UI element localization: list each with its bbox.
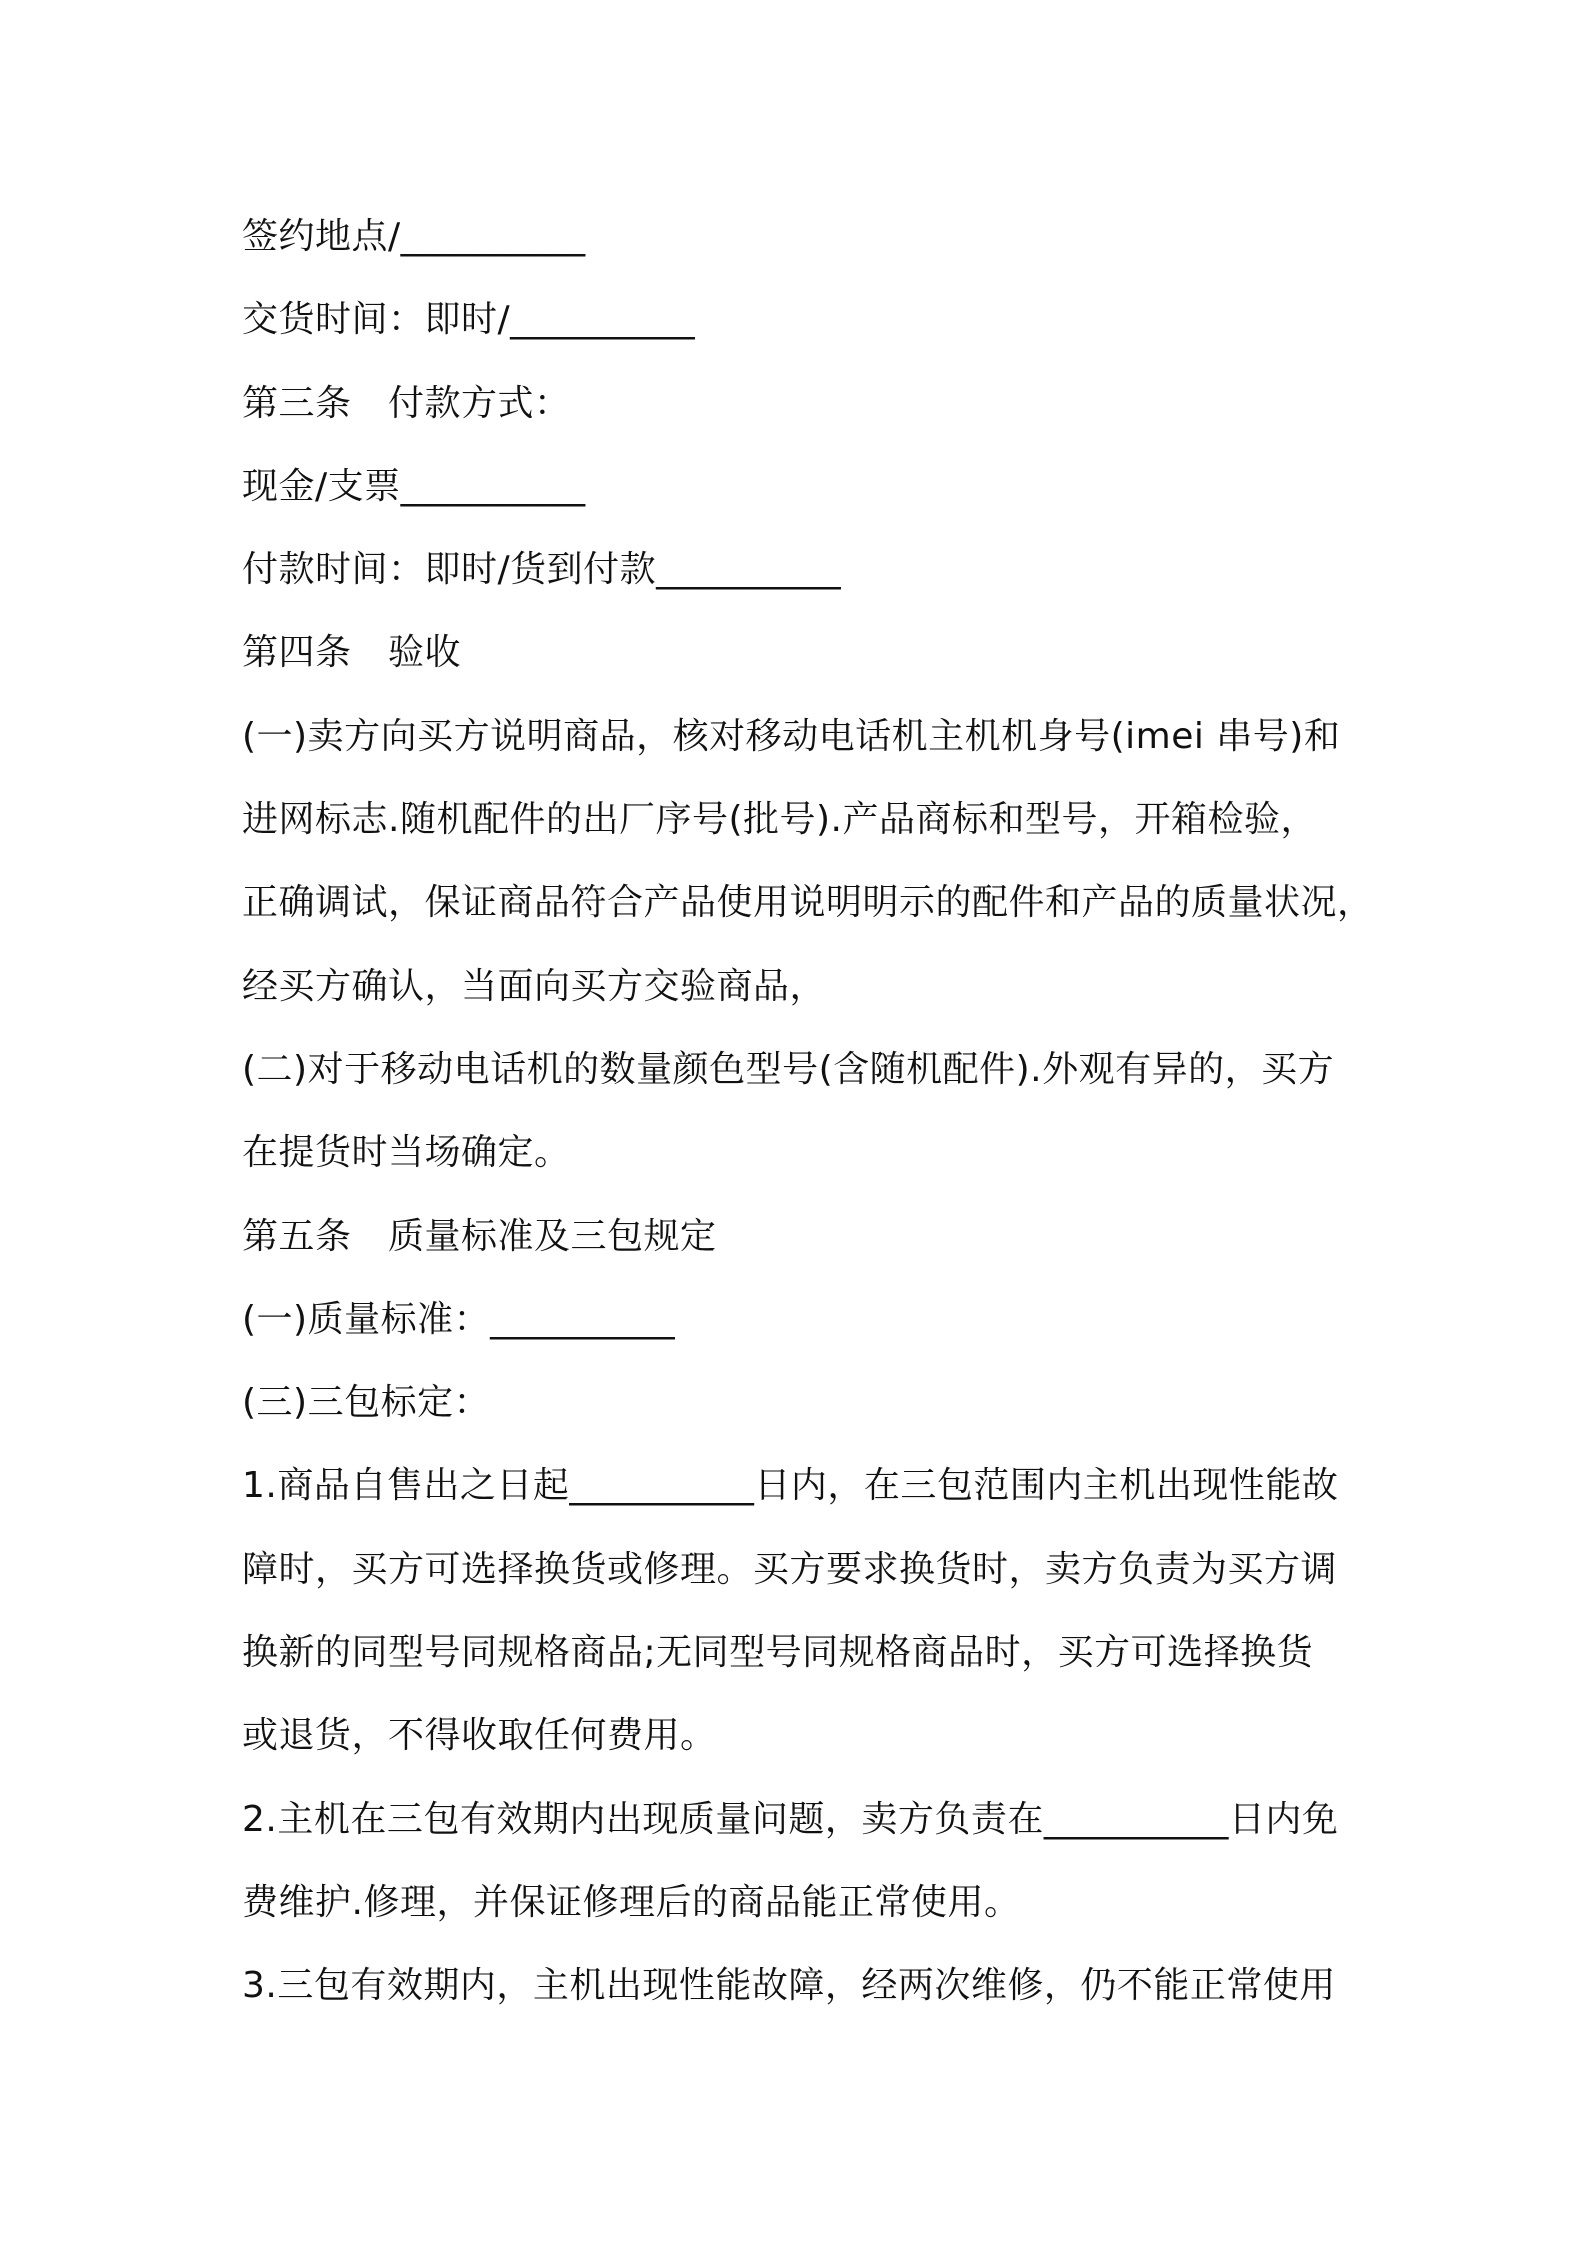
paragraph-line: 在提货时当场确定。	[242, 1132, 571, 1174]
paragraph-line: 经买方确认，当面向买方交验商品，	[242, 965, 827, 1007]
signing-location-line: 签约地点/__________	[242, 216, 586, 257]
payment-time-line: 付款时间：即时/货到付款__________	[242, 549, 842, 591]
paragraph-line: 1.商品自售出之日起__________日内，在三包范围内主机出现性能故	[242, 1465, 1339, 1507]
contract-text	[242, 195, 1382, 2028]
article-4-heading: 第四条 验收	[242, 632, 462, 674]
paragraph-line: 障时，买方可选择换货或修理。买方要求换货时，卖方负责为买方调	[242, 1548, 1338, 1590]
paragraph-line: 换新的同型号同规格商品;无同型号同规格商品时，买方可选择换货	[242, 1632, 1314, 1674]
paragraph-line: 进网标志.随机配件的出厂序号(批号).产品商标和型号，开箱检验，	[242, 799, 1317, 841]
paragraph-line: 费维护.修理，并保证修理后的商品能正常使用。	[242, 1881, 1021, 1923]
paragraph-line: (一)卖方向买方说明商品，核对移动电话机主机机身号(imei 串号)和	[242, 715, 1341, 757]
warranty-heading: (三)三包标定：	[242, 1382, 491, 1424]
paragraph-line: (二)对于移动电话机的数量颜色型号(含随机配件).外观有异的，买方	[242, 1048, 1335, 1090]
quality-standard-line: (一)质量标准：__________	[242, 1298, 676, 1340]
article-5-heading: 第五条 质量标准及三包规定	[242, 1215, 717, 1257]
article-3-heading: 第三条 付款方式：	[242, 382, 571, 424]
paragraph-line: 3.三包有效期内，主机出现性能故障，经两次维修，仍不能正常使用	[242, 1965, 1336, 2007]
payment-method-line: 现金/支票__________	[242, 465, 586, 507]
paragraph-line: 2.主机在三包有效期内出现质量问题，卖方负责在__________日内免	[242, 1798, 1339, 1840]
delivery-time-line: 交货时间：即时/__________	[242, 299, 696, 341]
paragraph-line: 或退货，不得收取任何费用。	[242, 1715, 717, 1757]
paragraph-line: 正确调试，保证商品符合产品使用说明明示的配件和产品的质量状况，	[242, 882, 1374, 924]
